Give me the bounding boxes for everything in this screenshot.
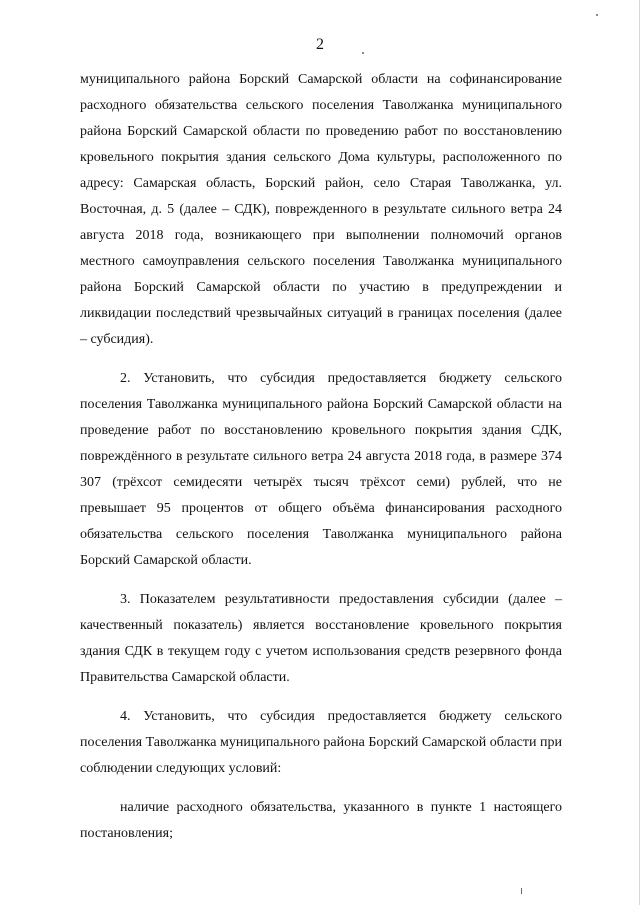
paragraph-condition: наличие расходного обязательства, указанного в пункте 1 настоящего постановления;	[80, 800, 562, 841]
scan-speck	[596, 14, 598, 16]
paragraph-gap	[80, 691, 562, 704]
paragraph-gap	[80, 353, 562, 366]
page-number: 2	[316, 36, 324, 53]
scan-speck	[362, 52, 364, 54]
document-body	[80, 67, 562, 847]
paragraph-gap	[80, 782, 562, 795]
paragraph-intro: муниципального района Борский Самарской области на софинансирование расходного обязательства сельского поселения Таволжанка муниципального района Борский Самарской области по проведению работ по восстановлению кровельного покрытия здания сельского Дома культуры, расположенного по адресу: Самарская область, Борский район, село Старая Таволжанка, ул. Восточная, д. 5 (далее – СДК), поврежденного в результате сильного ветра 24 августа 2018 года, возникающего при выполнении полномочий органов местного самоуправления сельского поселения Таволжанка муниципального района Борский Самарской области по участию в предупреждении и ликвидации последствий чрезвычайных ситуаций в границах поселения (далее – субсидия).	[80, 72, 562, 347]
paragraph-item-3: 3. Показателем результативности предоставления субсидии (далее – качественный показатель) является восстановление кровельного покрытия здания СДК в текущем году с учетом использования средств резервного фонда Правительства Самарской области.	[80, 592, 562, 685]
scan-speck	[521, 888, 522, 894]
paragraph-item-2: 2. Установить, что субсидия предоставляется бюджету сельского поселения Таволжанка муниципального района Борский Самарской области на проведение работ по восстановлению кровельного покрытия здания СДК, повреждённого в результате сильного ветра 24 августа 2018 года, в размере 374 307 (трёхсот семидесяти четырёх тысяч трёхсот семи) рублей, что не превышает 95 процентов от общего объёма финансирования расходного обязательства сельского поселения Таволжанка муниципального района Борский Самарской области.	[80, 371, 562, 568]
paragraph-gap	[80, 574, 562, 587]
paragraph-item-4: 4. Установить, что субсидия предоставляется бюджету сельского поселения Таволжанка муниципального района Борский Самарской области при соблюдении следующих условий:	[80, 709, 562, 776]
